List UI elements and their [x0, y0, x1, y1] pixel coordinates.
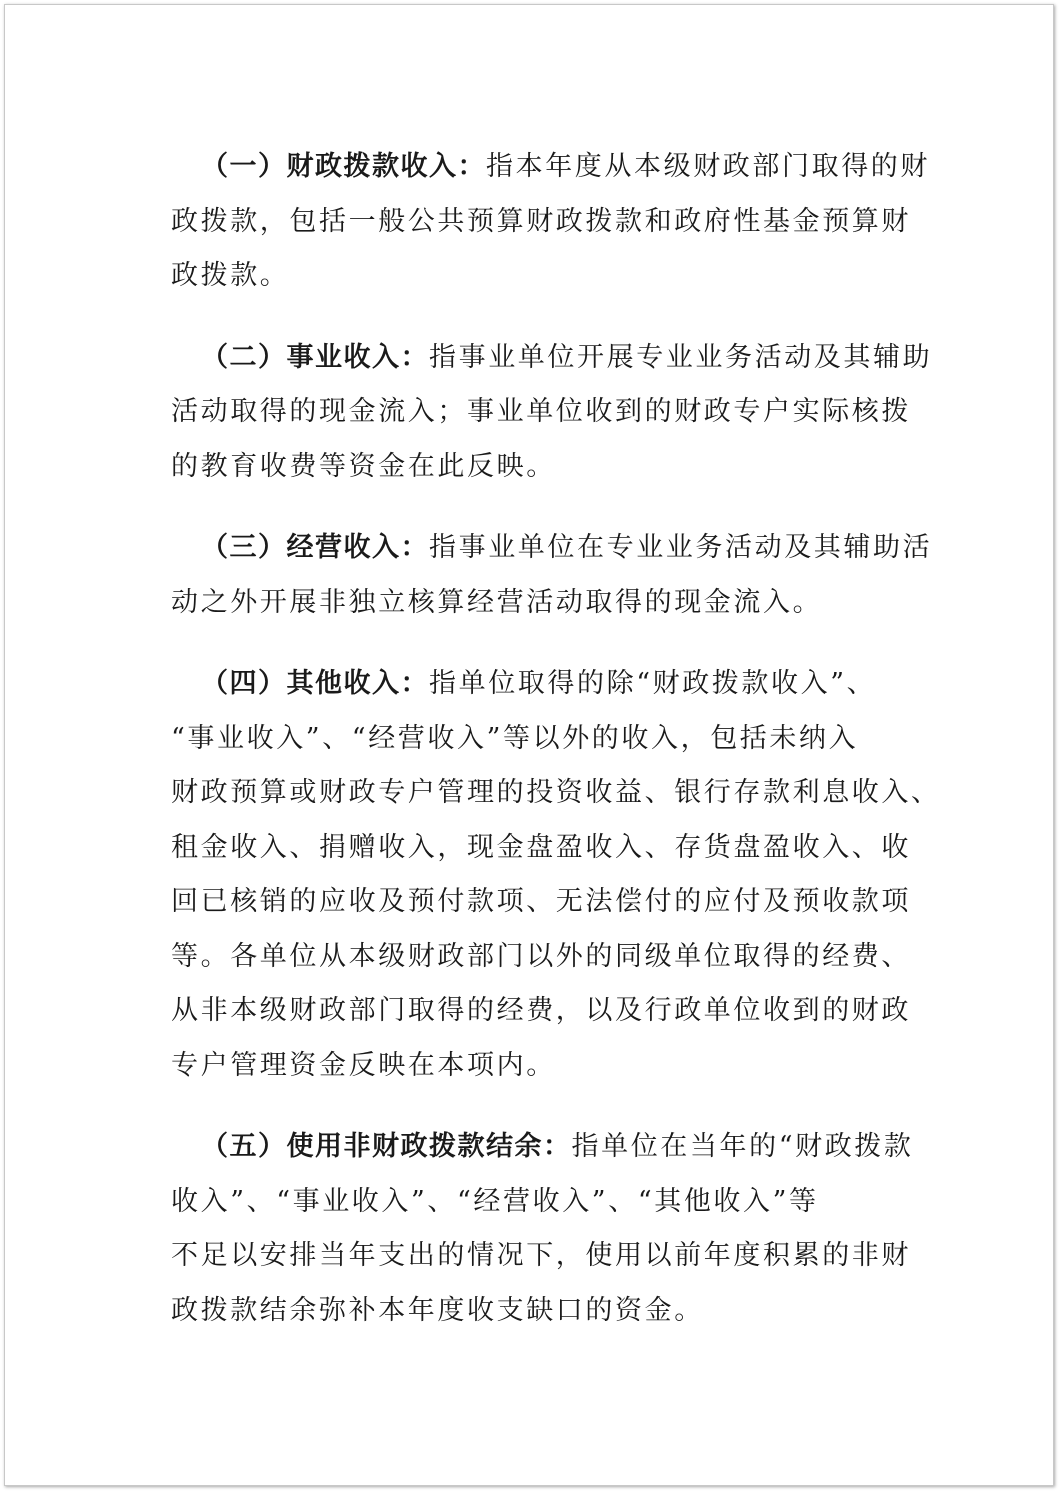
paragraph-heading: （四）其他收入：	[201, 668, 429, 699]
paragraph-text: 指事业单位开展专业业务活动及其辅助	[429, 341, 933, 373]
paragraph-heading: （三）经营收入：	[201, 532, 429, 563]
page	[4, 4, 1054, 1486]
paragraph-line: “事业收入”、“经营收入”等以外的收入，包括未纳入	[171, 722, 859, 754]
paragraph-first-line	[171, 521, 931, 576]
paragraph-first-line	[171, 140, 931, 195]
paragraph-line: 的教育收费等资金在此反映。	[171, 450, 556, 482]
paragraph-heading: （二）事业收入：	[201, 341, 429, 373]
paragraph-2	[171, 331, 931, 495]
paragraph-line: 不足以安排当年支出的情况下，使用以前年度积累的非财	[171, 1240, 911, 1271]
paragraph-first-line	[171, 657, 931, 712]
paragraph-line: 政拨款。	[171, 260, 290, 291]
paragraph-3	[171, 521, 931, 630]
paragraph-line: 财政预算或财政专户管理的投资收益、银行存款利息收入、	[171, 777, 941, 808]
paragraph-first-line	[171, 331, 931, 386]
paragraph-text: 指事业单位在专业业务活动及其辅助活	[429, 532, 933, 563]
paragraph-line: 动之外开展非独立核算经营活动取得的现金流入。	[171, 586, 823, 618]
paragraph-heading: （五）使用非财政拨款结余：	[201, 1131, 572, 1162]
paragraph-heading: （一）财政拨款收入：	[201, 151, 486, 182]
paragraph-line: 政拨款结余弥补本年度收支缺口的资金。	[171, 1294, 704, 1326]
paragraph-line: 收入”、“事业收入”、“经营收入”、“其他收入”等	[171, 1185, 819, 1217]
paragraph-text: 指单位取得的除“财政拨款收入”、	[429, 668, 877, 699]
paragraph-line: 专户管理资金反映在本项内。	[171, 1049, 556, 1081]
paragraph-line: 从非本级财政部门取得的经费，以及行政单位收到的财政	[171, 995, 911, 1026]
paragraph-line: 活动取得的现金流入；事业单位收到的财政专户实际核拨	[171, 396, 911, 427]
paragraph-line: 回已核销的应收及预付款项、无法偿付的应付及预收款项	[171, 886, 911, 917]
document-body	[171, 140, 941, 1365]
paragraph-1	[171, 140, 931, 304]
paragraph-line: 租金收入、捐赠收入，现金盘盈收入、存货盘盈收入、收	[171, 831, 911, 863]
paragraph-text: 指单位在当年的“财政拨款	[571, 1131, 914, 1162]
paragraph-text: 指本年度从本级财政部门取得的财	[486, 151, 930, 182]
paragraph-first-line	[171, 1120, 931, 1175]
paragraph-5	[171, 1120, 931, 1338]
paragraph-line: 政拨款，包括一般公共预算财政拨款和政府性基金预算财	[171, 205, 911, 237]
paragraph-4	[171, 657, 941, 1093]
paragraph-line: 等。各单位从本级财政部门以外的同级单位取得的经费、	[171, 940, 911, 972]
